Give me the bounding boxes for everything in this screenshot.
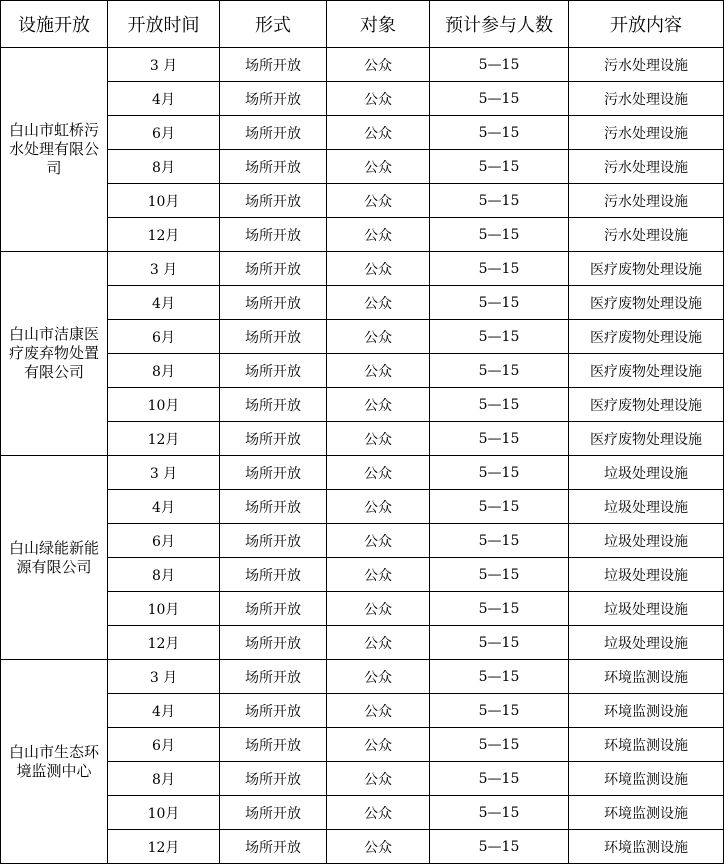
cell-open-time: 3 月	[108, 660, 220, 694]
cell-open-time: 4月	[108, 490, 220, 524]
cell-audience: 公众	[327, 558, 430, 592]
table-row	[1, 796, 724, 830]
cell-expected-participants: 5—15	[430, 694, 569, 728]
table-row	[1, 150, 724, 184]
cell-form: 场所开放	[220, 592, 327, 626]
cell-open-time: 4月	[108, 82, 220, 116]
cell-audience: 公众	[327, 252, 430, 286]
cell-open-content: 环境监测设施	[569, 728, 724, 762]
header-open-time: 开放时间	[108, 1, 220, 48]
cell-open-time: 4月	[108, 286, 220, 320]
table-row	[1, 82, 724, 116]
table-row	[1, 558, 724, 592]
cell-audience: 公众	[327, 218, 430, 252]
table-body	[1, 48, 724, 864]
cell-form: 场所开放	[220, 694, 327, 728]
cell-open-time: 8月	[108, 354, 220, 388]
cell-audience: 公众	[327, 82, 430, 116]
cell-form: 场所开放	[220, 48, 327, 82]
cell-form: 场所开放	[220, 558, 327, 592]
cell-form: 场所开放	[220, 150, 327, 184]
table-row	[1, 320, 724, 354]
cell-open-content: 垃圾处理设施	[569, 490, 724, 524]
cell-expected-participants: 5—15	[430, 388, 569, 422]
cell-open-time: 6月	[108, 116, 220, 150]
cell-expected-participants: 5—15	[430, 592, 569, 626]
cell-audience: 公众	[327, 490, 430, 524]
cell-form: 场所开放	[220, 388, 327, 422]
cell-form: 场所开放	[220, 626, 327, 660]
table-row	[1, 48, 724, 82]
cell-open-content: 污水处理设施	[569, 82, 724, 116]
table-row	[1, 728, 724, 762]
cell-open-time: 6月	[108, 320, 220, 354]
cell-expected-participants: 5—15	[430, 660, 569, 694]
cell-facility-name: 白山市虹桥污水处理有限公司	[1, 48, 108, 252]
table-row	[1, 626, 724, 660]
cell-open-content: 医疗废物处理设施	[569, 252, 724, 286]
cell-expected-participants: 5—15	[430, 456, 569, 490]
cell-open-time: 12月	[108, 626, 220, 660]
table-row	[1, 456, 724, 490]
cell-audience: 公众	[327, 286, 430, 320]
cell-form: 场所开放	[220, 490, 327, 524]
cell-open-content: 垃圾处理设施	[569, 626, 724, 660]
cell-open-time: 3 月	[108, 252, 220, 286]
cell-expected-participants: 5—15	[430, 286, 569, 320]
cell-open-time: 12月	[108, 218, 220, 252]
cell-audience: 公众	[327, 320, 430, 354]
cell-audience: 公众	[327, 728, 430, 762]
table-row	[1, 830, 724, 864]
cell-form: 场所开放	[220, 660, 327, 694]
cell-expected-participants: 5—15	[430, 524, 569, 558]
cell-open-time: 6月	[108, 728, 220, 762]
cell-open-content: 医疗废物处理设施	[569, 422, 724, 456]
cell-expected-participants: 5—15	[430, 320, 569, 354]
cell-open-time: 12月	[108, 830, 220, 864]
cell-form: 场所开放	[220, 116, 327, 150]
cell-form: 场所开放	[220, 456, 327, 490]
cell-open-time: 10月	[108, 184, 220, 218]
table-row	[1, 694, 724, 728]
cell-form: 场所开放	[220, 728, 327, 762]
table-row	[1, 762, 724, 796]
cell-audience: 公众	[327, 184, 430, 218]
cell-open-time: 10月	[108, 388, 220, 422]
cell-audience: 公众	[327, 626, 430, 660]
cell-expected-participants: 5—15	[430, 422, 569, 456]
table-row	[1, 524, 724, 558]
cell-open-content: 环境监测设施	[569, 830, 724, 864]
cell-audience: 公众	[327, 456, 430, 490]
cell-audience: 公众	[327, 830, 430, 864]
cell-audience: 公众	[327, 422, 430, 456]
cell-open-content: 污水处理设施	[569, 150, 724, 184]
cell-open-time: 10月	[108, 592, 220, 626]
cell-open-content: 污水处理设施	[569, 184, 724, 218]
header-expected-participants: 预计参与人数	[430, 1, 569, 48]
cell-open-content: 环境监测设施	[569, 762, 724, 796]
header-audience: 对象	[327, 1, 430, 48]
cell-open-content: 污水处理设施	[569, 48, 724, 82]
table-row	[1, 592, 724, 626]
cell-open-content: 污水处理设施	[569, 116, 724, 150]
cell-form: 场所开放	[220, 796, 327, 830]
table-row	[1, 116, 724, 150]
cell-open-time: 6月	[108, 524, 220, 558]
table-row	[1, 184, 724, 218]
cell-audience: 公众	[327, 354, 430, 388]
cell-expected-participants: 5—15	[430, 252, 569, 286]
cell-open-content: 医疗废物处理设施	[569, 286, 724, 320]
cell-expected-participants: 5—15	[430, 728, 569, 762]
header-open-content: 开放内容	[569, 1, 724, 48]
cell-open-content: 医疗废物处理设施	[569, 320, 724, 354]
header-form: 形式	[220, 1, 327, 48]
cell-audience: 公众	[327, 694, 430, 728]
cell-expected-participants: 5—15	[430, 150, 569, 184]
cell-open-time: 8月	[108, 558, 220, 592]
cell-open-content: 垃圾处理设施	[569, 456, 724, 490]
table-row	[1, 388, 724, 422]
table-row	[1, 354, 724, 388]
cell-open-content: 医疗废物处理设施	[569, 354, 724, 388]
cell-expected-participants: 5—15	[430, 48, 569, 82]
cell-expected-participants: 5—15	[430, 82, 569, 116]
cell-expected-participants: 5—15	[430, 830, 569, 864]
cell-expected-participants: 5—15	[430, 184, 569, 218]
cell-open-time: 8月	[108, 150, 220, 184]
header-facility: 设施开放	[1, 1, 108, 48]
table-row	[1, 490, 724, 524]
cell-open-content: 环境监测设施	[569, 660, 724, 694]
table-row	[1, 422, 724, 456]
cell-audience: 公众	[327, 524, 430, 558]
cell-audience: 公众	[327, 762, 430, 796]
cell-audience: 公众	[327, 116, 430, 150]
cell-expected-participants: 5—15	[430, 116, 569, 150]
cell-expected-participants: 5—15	[430, 218, 569, 252]
cell-open-content: 环境监测设施	[569, 796, 724, 830]
cell-audience: 公众	[327, 796, 430, 830]
cell-facility-name: 白山市生态环境监测中心	[1, 660, 108, 864]
cell-open-content: 垃圾处理设施	[569, 592, 724, 626]
cell-expected-participants: 5—15	[430, 558, 569, 592]
cell-open-content: 医疗废物处理设施	[569, 388, 724, 422]
cell-open-time: 4月	[108, 694, 220, 728]
cell-open-time: 8月	[108, 762, 220, 796]
cell-form: 场所开放	[220, 422, 327, 456]
table-row	[1, 218, 724, 252]
cell-open-time: 12月	[108, 422, 220, 456]
cell-open-time: 10月	[108, 796, 220, 830]
cell-open-content: 环境监测设施	[569, 694, 724, 728]
cell-form: 场所开放	[220, 252, 327, 286]
cell-expected-participants: 5—15	[430, 490, 569, 524]
cell-audience: 公众	[327, 388, 430, 422]
cell-open-content: 垃圾处理设施	[569, 524, 724, 558]
table-row	[1, 252, 724, 286]
cell-open-time: 3 月	[108, 456, 220, 490]
cell-form: 场所开放	[220, 320, 327, 354]
cell-open-content: 污水处理设施	[569, 218, 724, 252]
cell-facility-name: 白山市洁康医疗废弃物处置有限公司	[1, 252, 108, 456]
table-row	[1, 660, 724, 694]
cell-expected-participants: 5—15	[430, 354, 569, 388]
cell-form: 场所开放	[220, 184, 327, 218]
cell-form: 场所开放	[220, 82, 327, 116]
cell-form: 场所开放	[220, 218, 327, 252]
cell-expected-participants: 5—15	[430, 796, 569, 830]
header-row	[1, 1, 724, 48]
cell-form: 场所开放	[220, 762, 327, 796]
cell-facility-name: 白山绿能新能源有限公司	[1, 456, 108, 660]
cell-open-time: 3 月	[108, 48, 220, 82]
cell-expected-participants: 5—15	[430, 762, 569, 796]
cell-form: 场所开放	[220, 286, 327, 320]
cell-open-content: 垃圾处理设施	[569, 558, 724, 592]
cell-audience: 公众	[327, 48, 430, 82]
cell-form: 场所开放	[220, 524, 327, 558]
cell-audience: 公众	[327, 660, 430, 694]
cell-form: 场所开放	[220, 354, 327, 388]
cell-expected-participants: 5—15	[430, 626, 569, 660]
table-row	[1, 286, 724, 320]
cell-audience: 公众	[327, 592, 430, 626]
cell-form: 场所开放	[220, 830, 327, 864]
cell-audience: 公众	[327, 150, 430, 184]
